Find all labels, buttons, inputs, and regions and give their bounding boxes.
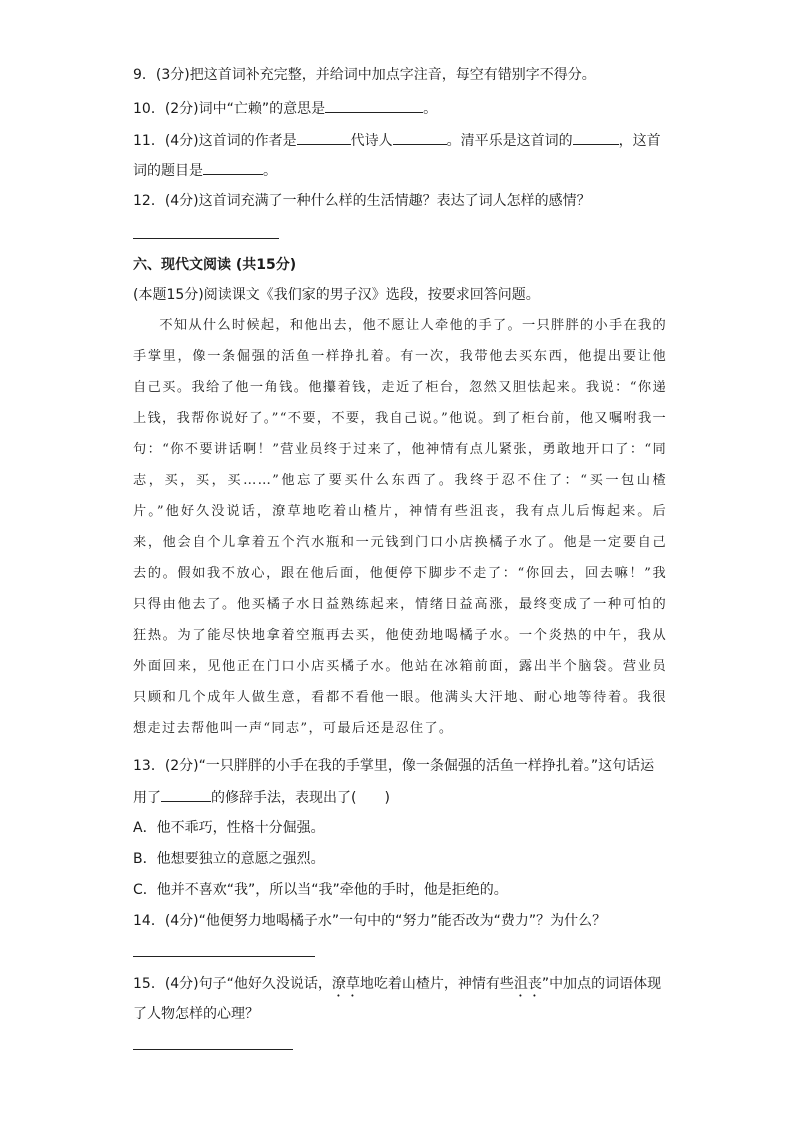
- question-15-text-a: 15．(4分)句子“他好久没说话，: [133, 976, 332, 992]
- question-10-blank[interactable]: [325, 98, 423, 113]
- question-13-text-a: 用了: [133, 790, 161, 806]
- question-13-line2: [133, 787, 390, 808]
- question-15-line2: 了人物怎样的心理？: [133, 1006, 259, 1022]
- question-9: 9．(3分)把这首词补充完整，并给词中加点字注音，每空有错别字不得分。: [133, 67, 596, 83]
- question-11: [133, 130, 661, 151]
- question-13-blank[interactable]: [161, 787, 211, 802]
- question-13-option-b[interactable]: B．他想要独立的意愿之强烈。: [133, 851, 325, 867]
- question-10-end: 。: [423, 101, 438, 117]
- question-11-blank-poet[interactable]: [393, 130, 447, 145]
- question-15-text-c: 地吃着山楂片，神情有些: [359, 976, 514, 992]
- question-10: [133, 98, 437, 119]
- question-13: 13．(2分)“一只胖胖的小手在我的手掌里，像一条倔强的活鱼一样挣扎着。”这句话运: [133, 758, 655, 774]
- question-13-option-a[interactable]: A．他不乖巧，性格十分倔强。: [133, 820, 325, 836]
- reading-passage: 不知从什么时候起，和他出去，他不愿让人牵他的手了。一只胖胖的小手在我的手掌里，像一条倔强的活鱼一样挣扎着。有一次，我带他去买东西，他提出要让他自己买。我给了他一角钱。他攥着钱，走近了柜台，忽然又胆怯起来。我说：“你递上钱，我帮你说好了。”“不要，不要，我自己说。”他说。到了柜台前，他又嘱咐我一句：“你不要讲话啊！”营业员终于过来了，他神情有点儿紧张，勇敢地开口了：“同志，买，买，买……”他忘了要买什么东西了。我终于忍不住了：“买一包山楂片。”他好久没说话，潦草地吃着山楂片，神情有些沮丧，我有点儿后悔起来。后来，他会自个儿拿着五个汽水瓶和一元钱到门口小店换橘子水了。他是一定要自己去的。假如我不放心，跟在他后面，他便停下脚步不走了：“你回去，回去嘛！”我只得由他去了。他买橘子水日益熟练起来，情绪日益高涨，最终变成了一种可怕的狂热。为了能尽快地拿着空瓶再去买，他使劲地喝橘子水。一个炎热的中午，我从外面回来，见他正在门口小店买橘子水。他站在冰箱前面，露出半个脑袋。营业员只顾和几个成年人做生意，看都不看他一眼。他满头大汗地、耐心地等待着。我很想走过去帮他叫一声“同志”，可最后还是忍住了。: [133, 318, 667, 736]
- question-12-answer-line[interactable]: [133, 238, 279, 239]
- question-11-text-4: ，这首: [618, 133, 661, 149]
- question-15-answer-line[interactable]: [133, 1049, 293, 1050]
- question-14-answer-line[interactable]: [133, 956, 315, 957]
- question-14: 14．(4分)“他便努力地喝橘子水”一句中的“努力”能否改为“费力”？为什么？: [133, 913, 607, 929]
- question-13-text-b: 的修辞手法，表现出了( ): [211, 790, 390, 806]
- question-11-text-6: 。: [263, 163, 277, 179]
- question-11-line2: [133, 160, 277, 181]
- question-15-dotted-word-2: 沮丧: [513, 976, 542, 992]
- section-6-heading: 六、现代文阅读 (共15分): [133, 257, 297, 273]
- question-15-dotted-word-1: 潦草: [331, 976, 360, 992]
- question-11-text-2: 代诗人: [350, 133, 393, 149]
- question-11-text-1: 11．(4分)这首词的作者是: [133, 133, 297, 149]
- question-11-blank-title[interactable]: [203, 160, 263, 175]
- question-11-blank-author[interactable]: [297, 130, 351, 145]
- question-15: [133, 974, 661, 1000]
- question-13-option-c[interactable]: C．他并不喜欢“我”，所以当“我”牵他的手时，他是拒绝的。: [133, 882, 508, 898]
- question-11-blank-type[interactable]: [573, 130, 619, 145]
- question-10-text: 10．(2分)词中“亡赖”的意思是: [133, 101, 326, 117]
- question-11-text-5: 词的题目是: [133, 163, 203, 179]
- question-15-text-e: ”中加点的词语体现: [541, 976, 662, 992]
- reading-intro: (本题15分)阅读课文《我们家的男子汉》选段，按要求回答问题。: [133, 287, 540, 303]
- question-12: 12．(4分)这首词充满了一种什么样的生活情趣？表达了词人怎样的感情？: [133, 193, 591, 209]
- question-11-text-3: 。清平乐是这首词的: [446, 133, 573, 149]
